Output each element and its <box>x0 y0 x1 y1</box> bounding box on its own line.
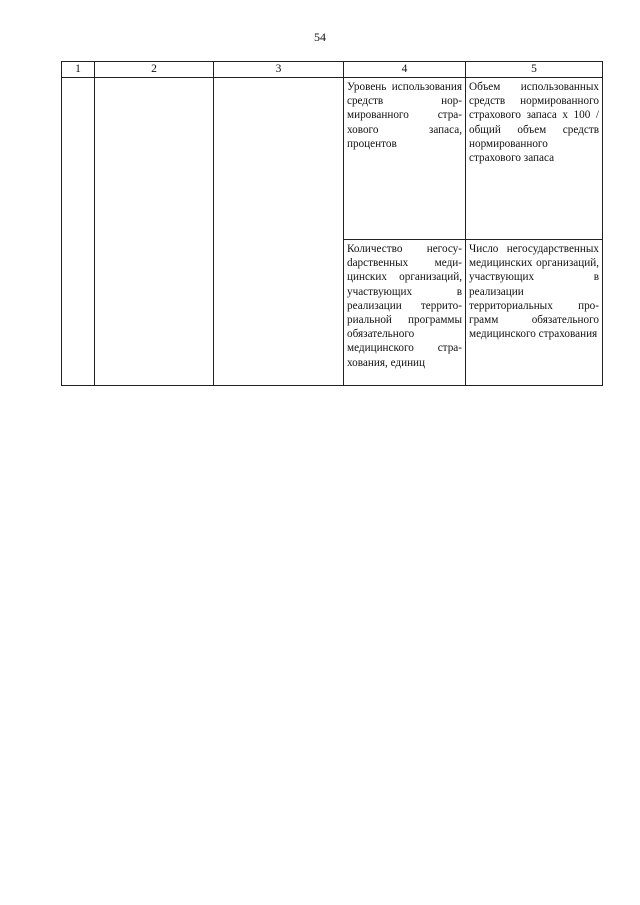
merged-cell-col-1 <box>62 78 95 386</box>
indicator-formula-cell: Число негосударственных медицинских организаций, участвующих в реализации территориальных программ обязательного медицинского страхования <box>466 240 603 386</box>
indicator-name-cell: Уровень использования средств нормированного страхового запаса, процентов <box>344 78 466 240</box>
indicator-name-cell: Количество негосуdарственных медицинских организаций, участвующих в реализации территориальной программы обязательного медицинского страхования, единиц <box>344 240 466 386</box>
header-col-2: 2 <box>95 62 214 78</box>
header-row <box>62 62 603 78</box>
indicator-formula-cell: Объем использованных средств нормированного страхового запаса x 100 / общий объем средств нормированного страхового запаса <box>466 78 603 240</box>
merged-cell-col-2 <box>95 78 214 386</box>
header-col-4: 4 <box>344 62 466 78</box>
header-col-3: 3 <box>214 62 344 78</box>
merged-cell-col-3 <box>214 78 344 386</box>
header-col-5: 5 <box>466 62 603 78</box>
table-row <box>62 78 603 240</box>
header-col-1: 1 <box>62 62 95 78</box>
page-number: 54 <box>314 30 326 44</box>
indicators-table <box>61 61 603 386</box>
